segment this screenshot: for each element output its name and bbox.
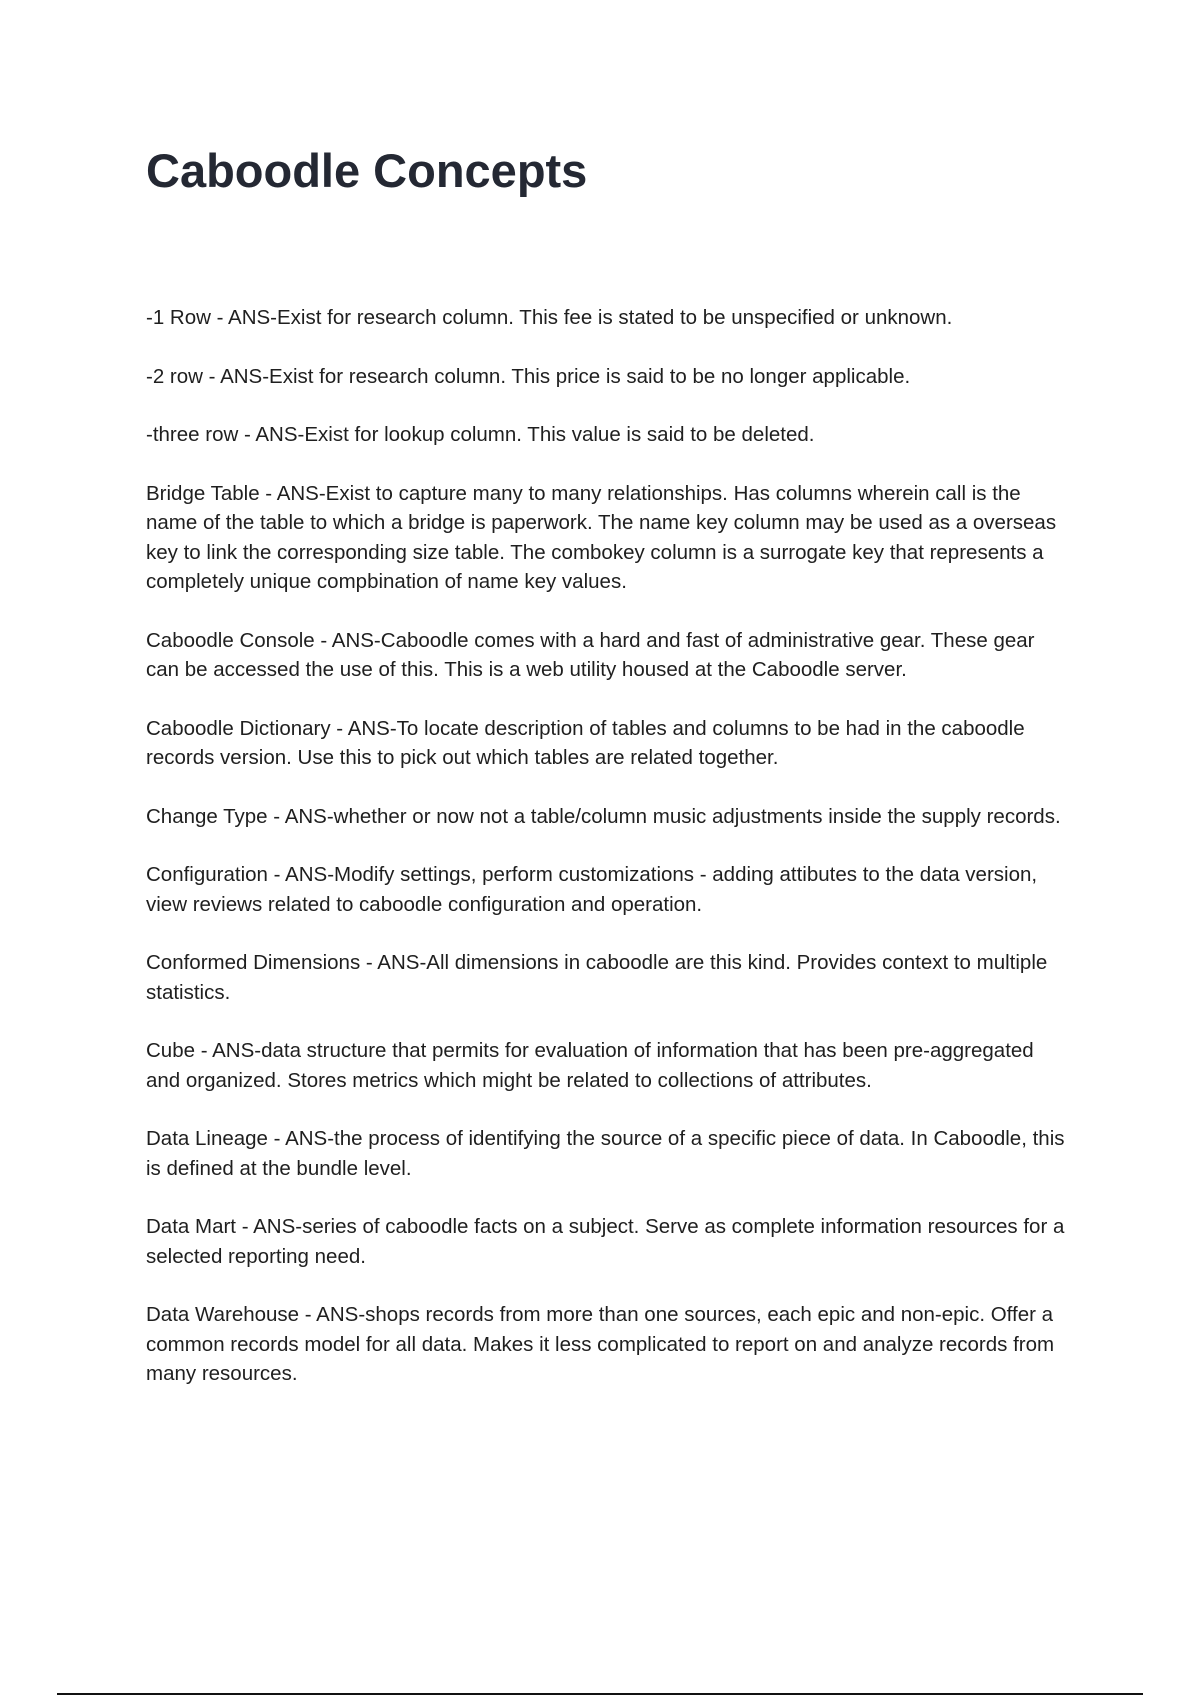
glossary-term: -1 Row [146, 306, 211, 329]
glossary-entry [146, 802, 1066, 832]
glossary-definition: ANS-Exist to capture many to many relationships. Has columns wherein call is the name of the table to which a bridge is paperwork. The name key column may be used as a overseas key to link the corresponding size table. The combokey column is a surrogate key that represents a completely unique compbination of name key values. [146, 481, 1057, 593]
glossary-term: Cube [146, 1039, 196, 1062]
glossary-entry [146, 420, 1066, 450]
term-separator: - [267, 1127, 286, 1150]
term-separator: - [202, 364, 221, 388]
glossary-term: Caboodle Dictionary [146, 716, 331, 740]
term-separator: - [360, 951, 378, 974]
glossary-definition: ANS-Modify settings, perform customizations - adding attibutes to the data version, view reviews related to caboodle configuration and operation. [146, 863, 1038, 916]
glossary-term: -2 row [146, 364, 203, 388]
glossary-term: Data Lineage [146, 1127, 268, 1150]
glossary-definition: ANS-Exist for lookup column. This value is said to be deleted. [255, 423, 815, 446]
page-title: Caboodle Concepts [146, 144, 588, 197]
glossary-definition: ANS-Exist for research column. This price is said to be no longer applicable. [220, 364, 911, 388]
glossary-definition: ANS-data structure that permits for evaluation of information that has been pre-aggregated and organized. Stores metrics which might be related to collections of attributes. [146, 1039, 1034, 1092]
glossary-entry [146, 1300, 1066, 1389]
glossary-term: Bridge Table [146, 481, 260, 505]
glossary-definition: ANS-shops records from more than one sources, each epic and non-epic. Offer a common records model for all data. Makes it less complicated to report on and analyze records from many resources. [146, 1303, 1055, 1385]
term-separator: - [267, 863, 286, 886]
glossary-entry [146, 1124, 1066, 1183]
glossary-term: Configuration [146, 863, 268, 886]
glossary-entry [146, 479, 1066, 597]
glossary-definition: ANS-All dimensions in caboodle are this kind. Provides context to multiple statistics. [146, 951, 1048, 1004]
glossary-definition: ANS-the process of identifying the source of a specific piece of data. In Caboodle, this is defined at the bundle level. [146, 1127, 1065, 1180]
term-separator: - [238, 423, 256, 446]
glossary-entry [146, 626, 1066, 685]
glossary-term: Data Mart [146, 1215, 236, 1238]
glossary-definition: ANS-To locate description of tables and columns to be had in the caboodle records version. Use this to pick out which tables are related together. [146, 716, 1025, 769]
glossary-entry [146, 948, 1066, 1007]
term-separator: - [299, 1303, 317, 1326]
glossary-term: -three row [146, 423, 239, 446]
glossary-definition: ANS-Exist for research column. This fee is stated to be unspecified or unknown. [228, 306, 953, 329]
glossary-definition: ANS-series of caboodle facts on a subject. Serve as complete information resources for a selected reporting need. [146, 1215, 1065, 1268]
term-separator: - [267, 804, 285, 828]
glossary-term: Conformed Dimensions [146, 951, 361, 974]
glossary-term: Change Type [146, 804, 268, 828]
term-separator: - [236, 1215, 254, 1238]
term-separator: - [195, 1039, 213, 1062]
term-separator: - [259, 481, 277, 505]
glossary-list [146, 303, 1066, 1418]
glossary-entry [146, 1036, 1066, 1095]
glossary-entry [146, 362, 1066, 392]
glossary-entry [146, 714, 1066, 773]
glossary-term: Caboodle Console [146, 628, 315, 652]
glossary-term: Data Warehouse [146, 1303, 300, 1326]
glossary-definition: ANS-Caboodle comes with a hard and fast of administrative gear. These gear can be accessed the use of this. This is a web utility housed at the Caboodle server. [146, 628, 1035, 681]
term-separator: - [210, 306, 229, 329]
glossary-entry [146, 1212, 1066, 1271]
glossary-definition: ANS-whether or now not a table/column music adjustments inside the supply records. [284, 804, 1061, 828]
glossary-entry [146, 303, 1066, 333]
term-separator: - [314, 628, 332, 652]
footer-divider [57, 1693, 1143, 1695]
glossary-entry [146, 860, 1066, 919]
term-separator: - [330, 716, 348, 740]
